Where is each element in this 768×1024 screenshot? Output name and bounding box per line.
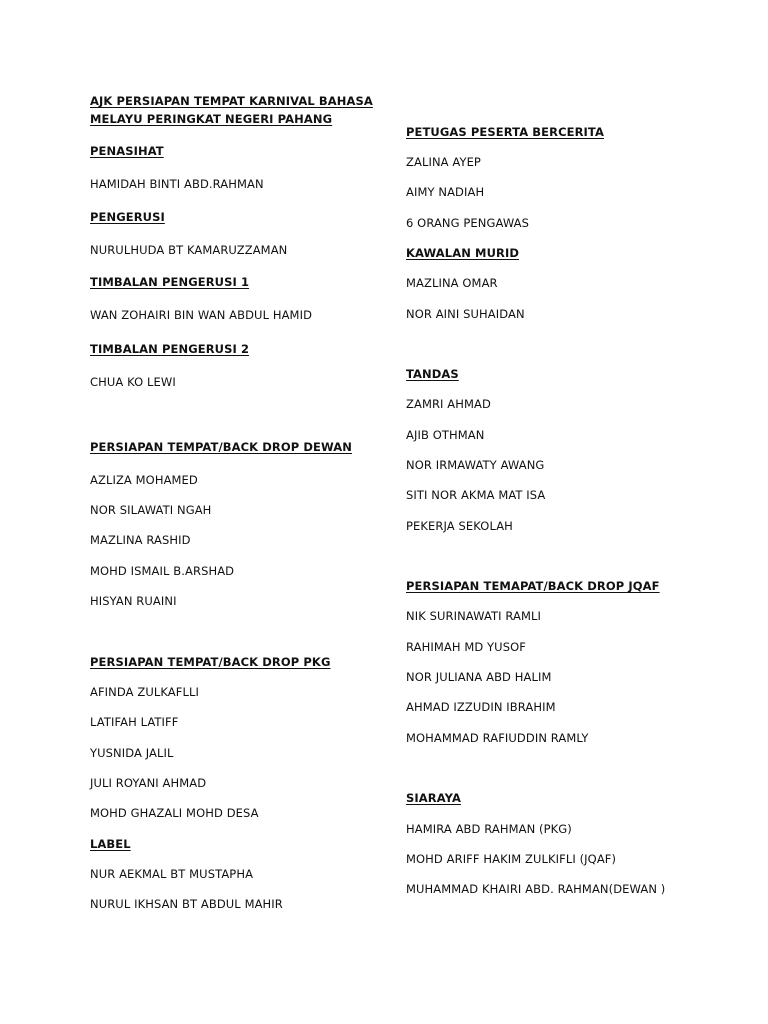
section-heading-penasihat: PENASIHAT (90, 144, 164, 158)
name-item: ZALINA AYEP (406, 155, 481, 169)
document-title-line-1: AJK PERSIAPAN TEMPAT KARNIVAL BAHASA (90, 94, 373, 108)
section-heading-label: LABEL (90, 837, 131, 851)
name-item: HAMIDAH BINTI ABD.RAHMAN (90, 177, 264, 191)
name-item: JULI ROYANI AHMAD (90, 776, 207, 790)
name-item: NIK SURINAWATI RAMLI (406, 609, 542, 623)
section-heading-timbalan-1: TIMBALAN PENGERUSI 1 (90, 275, 250, 289)
name-item: YUSNIDA JALIL (90, 746, 174, 760)
name-item: CHUA KO LEWI (90, 375, 176, 389)
name-item: NURULHUDA BT KAMARUZZAMAN (90, 243, 288, 257)
name-item: HAMIRA ABD RAHMAN (PKG) (406, 822, 572, 836)
name-item: AHMAD IZZUDIN IBRAHIM (406, 700, 556, 714)
name-item: NURUL IKHSAN BT ABDUL MAHIR (90, 897, 283, 911)
name-item: AIMY NADIAH (406, 185, 485, 199)
section-heading-kawalan-murid: KAWALAN MURID (406, 246, 519, 260)
name-item: AFINDA ZULKAFLLI (90, 685, 199, 699)
name-item: NUR AEKMAL BT MUSTAPHA (90, 867, 254, 881)
name-item: MOHD ISMAIL B.ARSHAD (90, 564, 235, 578)
name-item: PEKERJA SEKOLAH (406, 519, 513, 533)
name-item: RAHIMAH MD YUSOF (406, 640, 526, 654)
section-heading-siaraya: SIARAYA (406, 791, 461, 805)
name-item: MOHD ARIFF HAKIM ZULKIFLI (JQAF) (406, 852, 617, 866)
section-heading-jqaf: PERSIAPAN TEMAPAT/BACK DROP JQAF (406, 579, 660, 593)
name-item: MUHAMMAD KHAIRI ABD. RAHMAN(DEWAN ) (406, 882, 666, 896)
name-item: NOR SILAWATI NGAH (90, 503, 212, 517)
name-item: SITI NOR AKMA MAT ISA (406, 488, 546, 502)
name-item: MAZLINA OMAR (406, 276, 498, 290)
name-item: AZLIZA MOHAMED (90, 473, 198, 487)
section-heading-timbalan-2: TIMBALAN PENGERUSI 2 (90, 342, 250, 356)
name-item: NOR IRMAWATY AWANG (406, 458, 545, 472)
name-item: NOR JULIANA ABD HALIM (406, 670, 552, 684)
section-heading-pengerusi: PENGERUSI (90, 210, 165, 224)
name-item: MOHAMMAD RAFIUDDIN RAMLY (406, 731, 589, 745)
document-title-line-2: MELAYU PERINGKAT NEGERI PAHANG (90, 112, 333, 126)
name-item: HISYAN RUAINI (90, 594, 177, 608)
name-item: MAZLINA RASHID (90, 533, 191, 547)
section-heading-dewan: PERSIAPAN TEMPAT/BACK DROP DEWAN (90, 440, 352, 454)
section-heading-bercerita: PETUGAS PESERTA BERCERITA (406, 125, 604, 139)
name-item: WAN ZOHAIRI BIN WAN ABDUL HAMID (90, 308, 313, 322)
name-item: LATIFAH LATIFF (90, 715, 179, 729)
section-heading-tandas: TANDAS (406, 367, 459, 381)
name-item: MOHD GHAZALI MOHD DESA (90, 806, 259, 820)
name-item: NOR AINI SUHAIDAN (406, 307, 525, 321)
name-item: 6 ORANG PENGAWAS (406, 216, 530, 230)
name-item: AJIB OTHMAN (406, 428, 485, 442)
section-heading-pkg: PERSIAPAN TEMPAT/BACK DROP PKG (90, 655, 331, 669)
name-item: ZAMRI AHMAD (406, 397, 491, 411)
